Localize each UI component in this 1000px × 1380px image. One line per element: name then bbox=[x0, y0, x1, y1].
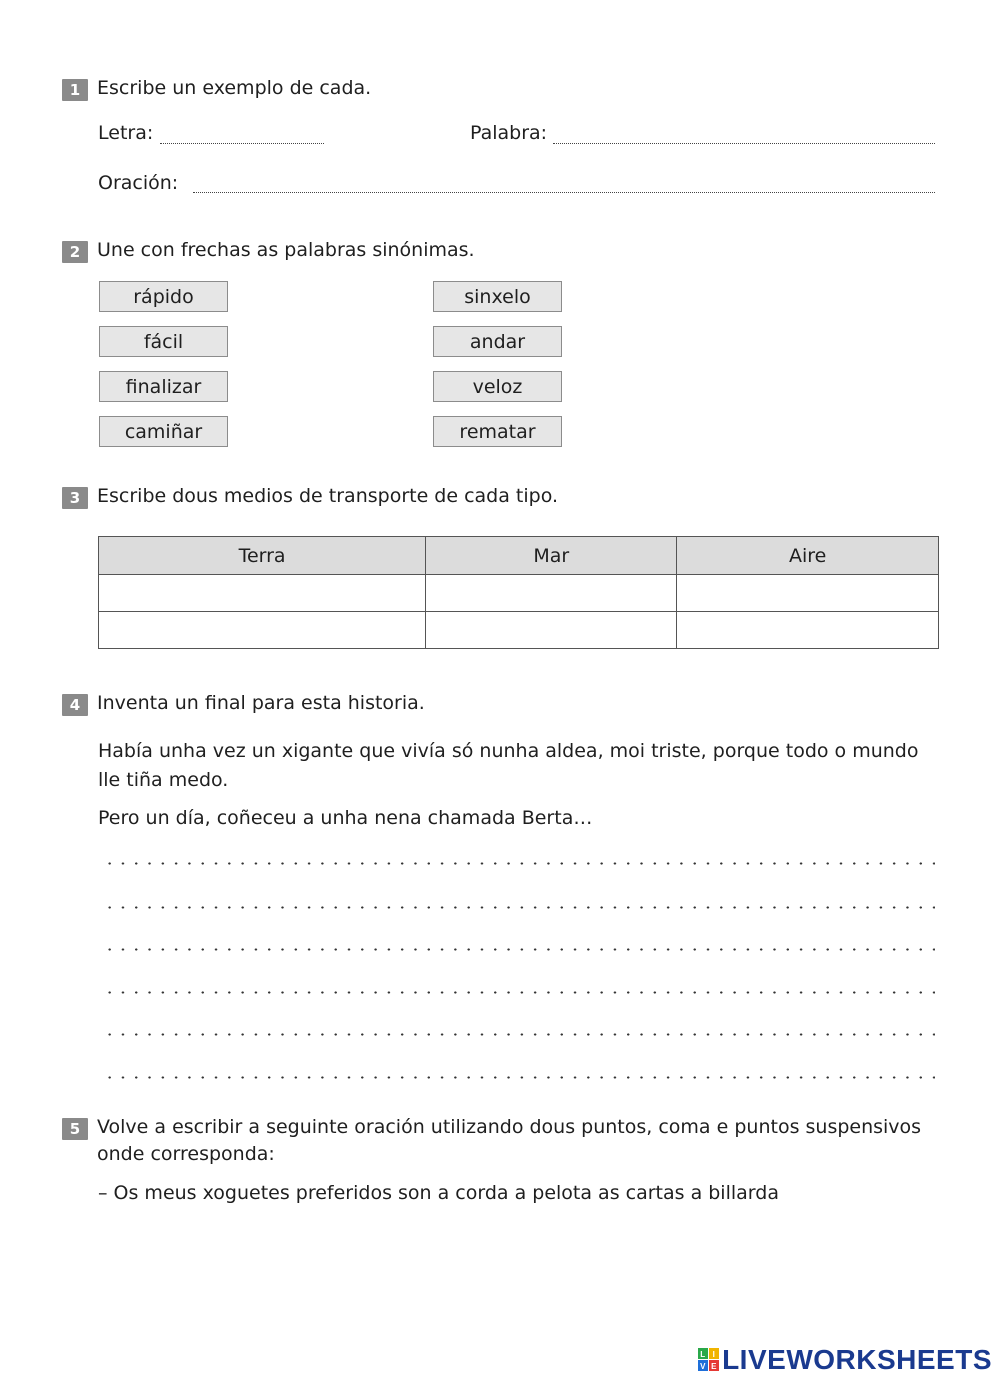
table-header-mar: Mar bbox=[426, 537, 677, 575]
question-5-number: 5 bbox=[62, 1118, 88, 1140]
svg-text:E: E bbox=[711, 1362, 717, 1371]
left-word-box[interactable]: fácil bbox=[99, 326, 228, 357]
question-3-number: 3 bbox=[62, 487, 88, 509]
letra-answer-line[interactable] bbox=[160, 143, 324, 144]
right-word-box[interactable]: rematar bbox=[433, 416, 562, 447]
table-row bbox=[99, 612, 939, 649]
table-cell-input[interactable] bbox=[426, 612, 677, 649]
question-1-instruction: Escribe un exemplo de cada. bbox=[97, 77, 372, 99]
table-header-aire: Aire bbox=[677, 537, 939, 575]
table-header-terra: Terra bbox=[99, 537, 426, 575]
story-paragraph-2: Pero un día, coñeceu a unha nena chamada Berta… bbox=[98, 807, 593, 829]
story-paragraph-1: Había unha vez un xigante que vivía só nunha aldea, moi triste, porque todo o mundo lle tiña medo. bbox=[98, 740, 919, 791]
table-cell-input[interactable] bbox=[677, 575, 939, 612]
question-4-number: 4 bbox=[62, 694, 88, 716]
right-word-box[interactable]: veloz bbox=[433, 371, 562, 402]
question-3-instruction: Escribe dous medios de transporte de cada tipo. bbox=[97, 485, 559, 507]
table-cell-input[interactable] bbox=[99, 612, 426, 649]
svg-text:V: V bbox=[700, 1362, 706, 1371]
right-word-box[interactable]: sinxelo bbox=[433, 281, 562, 312]
writing-line[interactable] bbox=[103, 948, 935, 951]
question-2-instruction: Une con frechas as palabras sinónimas. bbox=[97, 239, 475, 261]
oracion-label: Oración: bbox=[98, 172, 179, 194]
writing-line[interactable] bbox=[103, 906, 935, 909]
left-word-box[interactable]: finalizar bbox=[99, 371, 228, 402]
palabra-label: Palabra: bbox=[470, 122, 548, 144]
oracion-answer-line[interactable] bbox=[193, 192, 935, 193]
table-cell-input[interactable] bbox=[677, 612, 939, 649]
question-5-instruction-line-2: onde corresponda: bbox=[97, 1143, 275, 1165]
table-cell-input[interactable] bbox=[99, 575, 426, 612]
transport-table bbox=[98, 536, 939, 649]
sentence-to-rewrite: – Os meus xoguetes preferidos son a corda a pelota as cartas a billarda bbox=[98, 1182, 779, 1204]
svg-text:I: I bbox=[712, 1350, 716, 1359]
liveworksheets-logo bbox=[698, 1344, 992, 1379]
writing-line[interactable] bbox=[103, 991, 935, 994]
question-1-number: 1 bbox=[62, 79, 88, 101]
writing-line[interactable] bbox=[103, 1076, 935, 1079]
liveworksheets-logo-text: LIVEWORKSHEETS bbox=[722, 1344, 992, 1375]
writing-line[interactable] bbox=[103, 862, 935, 865]
table-row bbox=[99, 575, 939, 612]
question-5-instruction-line-1: Volve a escribir a seguinte oración utilizando dous puntos, coma e puntos suspensivos bbox=[97, 1116, 922, 1138]
right-word-box[interactable]: andar bbox=[433, 326, 562, 357]
logo-mark-letter-1: L bbox=[700, 1350, 706, 1359]
liveworksheets-logo-icon bbox=[698, 1347, 720, 1379]
table-cell-input[interactable] bbox=[426, 575, 677, 612]
writing-line[interactable] bbox=[103, 1033, 935, 1036]
left-word-box[interactable]: camiñar bbox=[99, 416, 228, 447]
question-4-instruction: Inventa un final para esta historia. bbox=[97, 692, 425, 714]
letra-label: Letra: bbox=[98, 122, 154, 144]
left-word-box[interactable]: rápido bbox=[99, 281, 228, 312]
question-2-number: 2 bbox=[62, 241, 88, 263]
palabra-answer-line[interactable] bbox=[553, 143, 935, 144]
